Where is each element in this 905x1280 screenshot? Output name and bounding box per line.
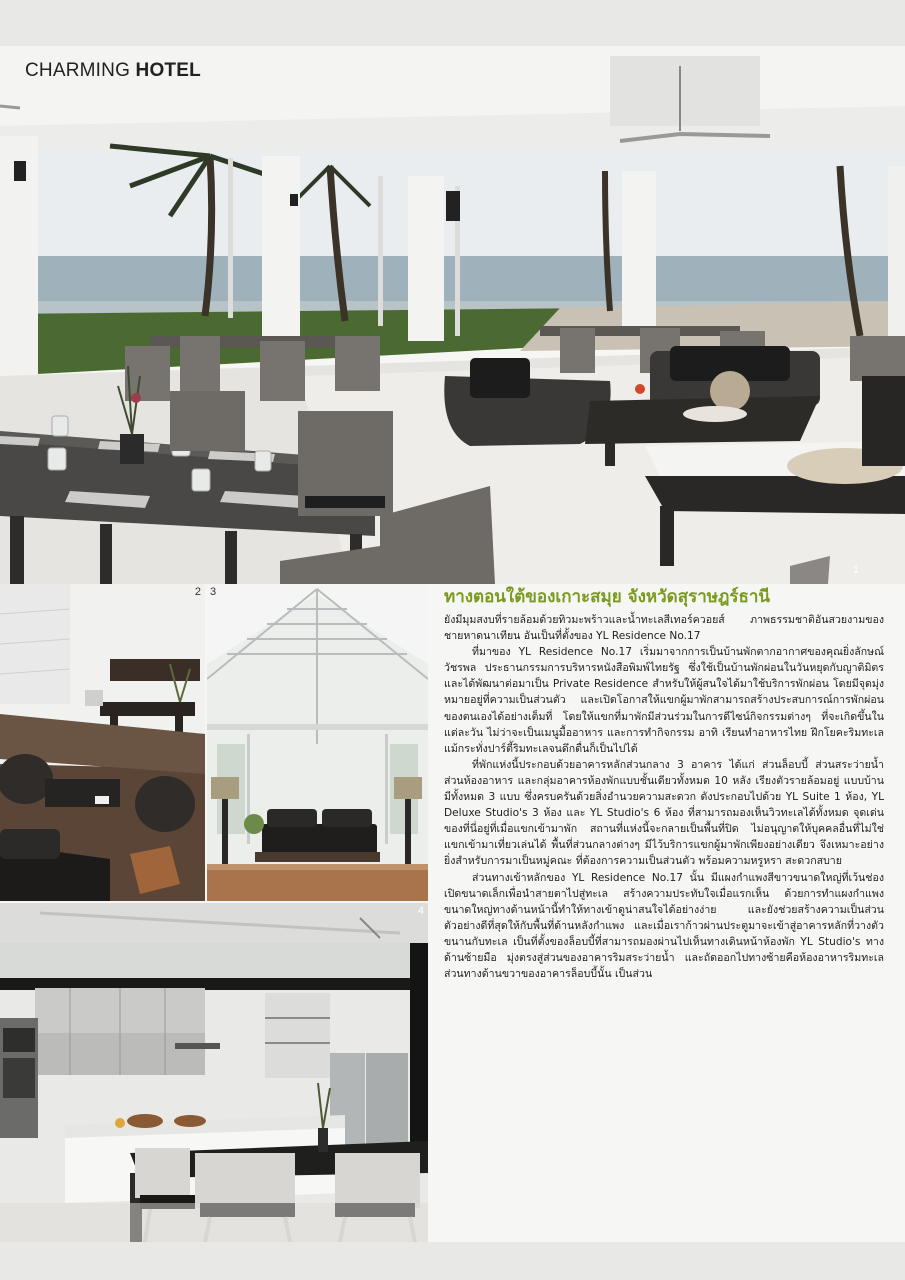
photo-number-1: 1	[852, 564, 859, 576]
photo-number-3: 3	[210, 586, 217, 598]
article-paragraph-3: ที่พักแห่งนี้ประกอบด้วยอาคารหลักส่วนกลาง 3 อาคาร ได้แก่ ส่วนล็อบบี้ ส่วนสระว่ายน้ำ ส่วนห้องอาหาร และกลุ่มอาคารห้องพักแบบชั้นเดียวทั้งหมด 10 หลัง เรียงตัวรายล้อมอยู่ แบบบ้านมีทั้งหมด 3 แบบ ซึ่งครบครันด้วยสิ่งอำนวยความสะดวก ดังประกอบไปด้วย YL Suite 1 ห้อง, YL Deluxe Studio's 3 ห้อง และ YL Studio's 6 ห้อง ที่สามารถมองเห็นวิวทะเลได้ทั้งหมด จุดเด่นของที่นี่อยู่ที่เมื่อแขกเข้ามาพัก สถานที่แห่งนี้จะกลายเป็นพื้นที่ปิด ไม่อนุญาตให้บุคคลอื่นที่ไม่ใช่แขกเข้ามาเที่ยวเล่นได้ พื้นที่ส่วนกลางต่างๆ มีไว้บริการแขกผู้มาพักเพียงอย่างเดียว จึงเหมาะอย่างยิ่งสำหรับการมาเป็นหมู่คณะ ที่ต้องการความเป็นส่วนตัว พร้อมความหรูหรา สะดวกสบาย	[444, 758, 884, 868]
section-header	[25, 60, 201, 82]
photo-number-4: 4	[417, 905, 424, 917]
magazine-page	[0, 46, 905, 1242]
article-column	[432, 586, 884, 1226]
photo-number-2: 2	[194, 586, 201, 598]
section-label-bold: HOTEL	[135, 60, 201, 81]
article-heading: ทางตอนใต้ของเกาะสมุย จังหวัดสุราษฎร์ธานี	[444, 587, 771, 607]
article-paragraph-1: ยังมีมุมสงบที่รายล้อมด้วยทิวมะพร้าวและน้ำทะเลสีเทอร์ควอยส์ ภาพธรรมชาติอันสวยงามของชายหาดนาเทียน อันเป็นที่ตั้งของ YL Residence No.17	[444, 614, 884, 643]
article-paragraph-4: ส่วนทางเข้าหลักของ YL Residence No.17 นั้น มีแผงกำแพงสีขาวขนาดใหญ่ที่เว้นช่องเปิดขนาดเล็กเพื่อนำสายตาไปสู่ทะเล สร้างความประทับใจเมื่อแรกเห็น ด้วยการทำแผงกำแพงขนาดใหญ่ทางด้านหน้านี้ทำให้ทางเข้าดูน่าสนใจได้อย่างง่าย และยังช่วยสร้างความเป็นส่วนตัวอย่างดีที่สุดให้กับพื้นที่ด้านหลังกำแพง และเมื่อเราก้าวผ่านประตูมาจะเข้าสู่อาคารหลักที่วางตัวขนานกับทะเล เป็นที่ตั้งของล็อบบี้ที่สามารถมองผ่านไปเห็นทางเดินหน้าห้องพัก YL Studio's ทางด้านซ้ายมือ มุ่งตรงสู่ส่วนของอาคารริมสระว่ายน้ำ และถัดออกไปทางซ้ายคือห้องอาหารริมทะเล ส่วนทางด้านขวาของอาคารล็อบบี้นั้น เป็นส่วน	[444, 871, 884, 981]
kitchen-photo	[0, 903, 428, 1242]
section-label-light: CHARMING	[25, 60, 131, 81]
living-room-photo	[0, 584, 205, 901]
dining-terrace-photo	[0, 46, 905, 584]
pavilion-photo	[207, 584, 428, 901]
article-paragraph-2: ที่มาของ YL Residence No.17 เริ่มมาจากการเป็นบ้านพักตากอากาศของคุณยิ่งลักษณ์ วัชรพล ประธานกรรมการบริหารหนังสือพิมพ์ไทยรัฐ ซึ่งใช้เป็นบ้านพักผ่อนในวันหยุดกับญาติมิตร และได้พัฒนาต่อมาเป็น Private Residence สำหรับให้ผู้สนใจได้มาใช้บริการพักผ่อน โดยมีจุดมุ่งหมายอยู่ที่ความเป็นส่วนตัว และเปิดโอกาสให้แขกผู้มาพักสามารถสร้างประสบการณ์การพักผ่อนของตนเองได้อย่างเต็มที่ โดยให้แขกที่มาพักมีส่วนร่วมในการดีไซน์กิจกรรมต่างๆ ที่จะเกิดขึ้นในแต่ละวัน ไม่ว่าจะเป็นเมนูมื้ออาหาร และการทำกิจกรรม อาทิ เรียนทำอาหารไทย ฝึกโยคะริมทะเล แม้กระทั่งปาร์ตี้ริมทะเลจนดึกดื่นก็เป็นไปได้	[444, 646, 884, 755]
